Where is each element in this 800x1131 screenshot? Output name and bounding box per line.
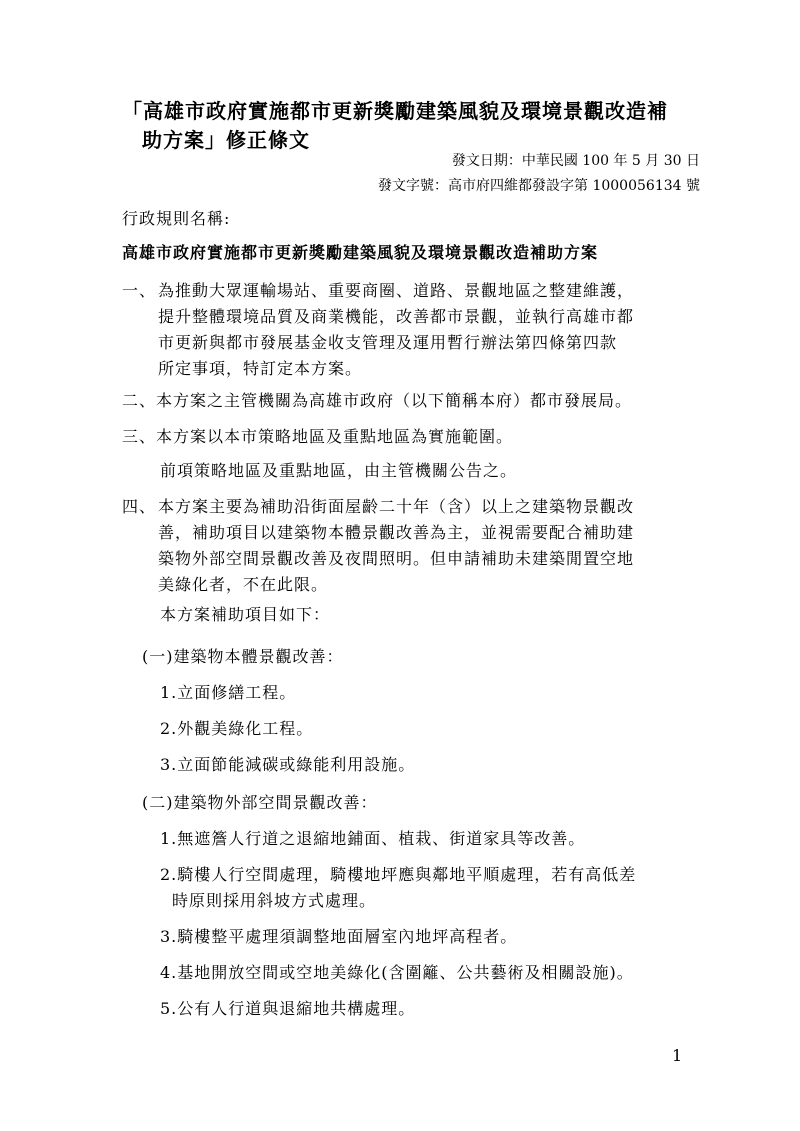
section-1-item: 1.立面修繕工程。: [160, 683, 297, 702]
article-4: [122, 494, 702, 598]
article-3: 三、本方案以本市策略地區及重點地區為實施範圍。: [122, 427, 514, 446]
article-1-line: 為推動大眾運輸場站、重要商圈、道路、景觀地區之整建維護，: [158, 281, 635, 300]
section-2-item: 2.騎樓人行空間處理，騎樓地坪應與鄰地平順處理，若有高低差: [160, 865, 637, 884]
section-2-item: 3.騎樓整平處理須調整地面層室內地坪高程者。: [160, 927, 518, 946]
section-2-heading: (二)建築物外部空間景觀改善：: [142, 793, 378, 812]
article-1-number: 一、: [122, 281, 157, 300]
page-number: 1: [672, 1046, 683, 1065]
article-1-line: 市更新與都市發展基金收支管理及運用暫行辦法第四條第四款: [158, 333, 618, 352]
document-title: [122, 97, 712, 155]
section-2-item: 4.基地開放空間或空地美綠化(含圍籬、公共藝術及相關設施)。: [160, 963, 634, 982]
section-2-item-continuation: 時原則採用斜坡方式處理。: [172, 891, 377, 910]
article-4-number: 四、: [122, 497, 157, 516]
title-line-2: 助方案」修正條文: [142, 128, 310, 152]
rule-name-label: 行政規則名稱:: [122, 209, 231, 228]
section-1-heading: (一)建築物本體景觀改善：: [142, 647, 344, 666]
article-1-line: 所定事項，特訂定本方案。: [158, 359, 363, 378]
article-3-sub: 前項策略地區及重點地區，由主管機關公告之。: [160, 461, 518, 480]
article-1-line: 提升整體環境品質及商業機能，改善都市景觀，並執行高雄市都: [158, 307, 635, 326]
section-2-item: 1.無遮簷人行道之退縮地鋪面、植栽、街道家具等改善。: [160, 829, 586, 848]
article-4-line: 美綠化者，不在此限。: [158, 575, 329, 594]
article-2: 二、本方案之主管機關為高雄市政府（以下簡稱本府）都市發展局。: [122, 391, 633, 410]
section-1-item: 2.外觀美綠化工程。: [160, 719, 314, 738]
items-intro: 本方案補助項目如下：: [160, 605, 331, 624]
article-1: [122, 278, 702, 382]
title-line-1: 「高雄市政府實施都市更新獎勵建築風貌及環境景觀改造補: [122, 99, 668, 123]
section-1-item: 3.立面節能減碳或綠能利用設施。: [160, 755, 416, 774]
article-4-line: 本方案主要為補助沿街面屋齡二十年（含）以上之建築物景觀改: [158, 497, 635, 516]
article-4-line: 築物外部空間景觀改善及夜間照明。但申請補助未建築閒置空地: [158, 549, 635, 568]
rule-name: 高雄市政府實施都市更新獎勵建築風貌及環境景觀改造補助方案: [122, 243, 599, 262]
article-4-line: 善，補助項目以建築物本體景觀改善為主，並視需要配合補助建: [158, 523, 635, 542]
issue-number: 發文字號：高市府四維都發設字第 1000056134 號: [378, 178, 700, 194]
section-2-item: 5.公有人行道與退縮地共構處理。: [160, 999, 416, 1018]
issue-date: 發文日期：中華民國 100 年 5 月 30 日: [451, 153, 700, 169]
